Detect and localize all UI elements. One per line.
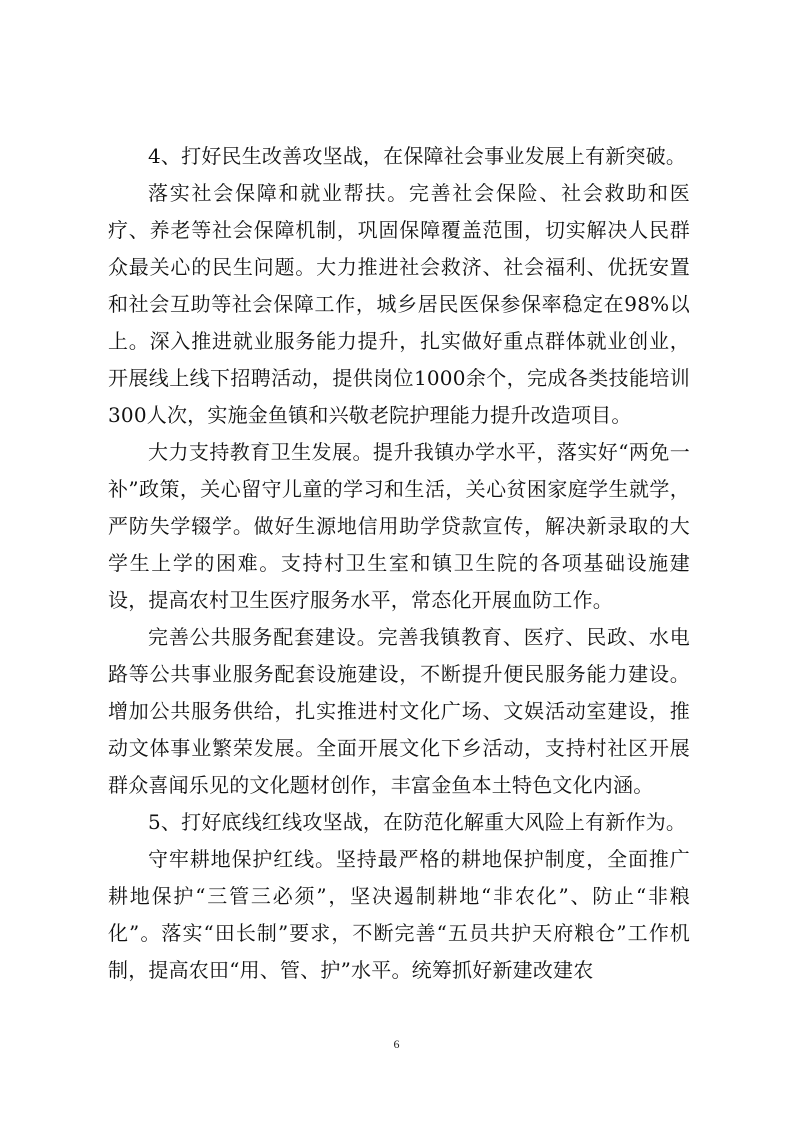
paragraph-education-health: 大力支持教育卫生发展。提升我镇办学水平，落实好“两免一补”政策，关心留守儿童的学习和生活，关心贫困家庭学生就学，严防失学辍学。做好生源地信用助学贷款宣传，解决新录取的大学生上学的困难。支持村卫生室和镇卫生院的各项基础设施建设，提高农村卫生医疗服务水平，常态化开展血防工作。 — [108, 440, 690, 612]
paragraph-farmland-protection: 守牢耕地保护红线。坚持最严格的耕地保护制度，全面推广耕地保护“三管三必须”，坚决遏制耕地“非农化”、防止“非粮化”。落实“田长制”要求，不断完善“五员共护天府粮仓”工作机制，提高农田“用、管、护”水平。统筹抓好新建改建农 — [108, 847, 690, 982]
paragraph-social-security: 落实社会保障和就业帮扶。完善社会保险、社会救助和医疗、养老等社会保障机制，巩固保障覆盖范围，切实解决人民群众最关心的民生问题。大力推进社会救济、社会福利、优抚安置和社会互助等社会保障工作，城乡居民医保参保率稳定在98%以上。深入推进就业服务能力提升，扎实做好重点群体就业创业，开展线上线下招聘活动，提供岗位1000余个，完成各类技能培训300人次，实施金鱼镇和兴敬老院护理能力提升改造项目。 — [108, 181, 690, 427]
section-heading-5: 5、打好底线红线攻坚战，在防范化解重大风险上有新作为。 — [148, 810, 687, 834]
document-body — [108, 138, 690, 989]
section-heading-4: 4、打好民生改善攻坚战，在保障社会事业发展上有新突破。 — [148, 144, 687, 168]
page-number: 6 — [393, 1037, 400, 1051]
paragraph-public-services: 完善公共服务配套建设。完善我镇教育、医疗、民政、水电路等公共事业服务配套设施建设，不断提升便民服务能力建设。增加公共服务供给，扎实推进村文化广场、文娱活动室建设，推动文体事业繁荣发展。全面开展文化下乡活动，支持村社区开展群众喜闻乐见的文化题材创作，丰富金鱼本土特色文化内涵。 — [108, 625, 690, 797]
